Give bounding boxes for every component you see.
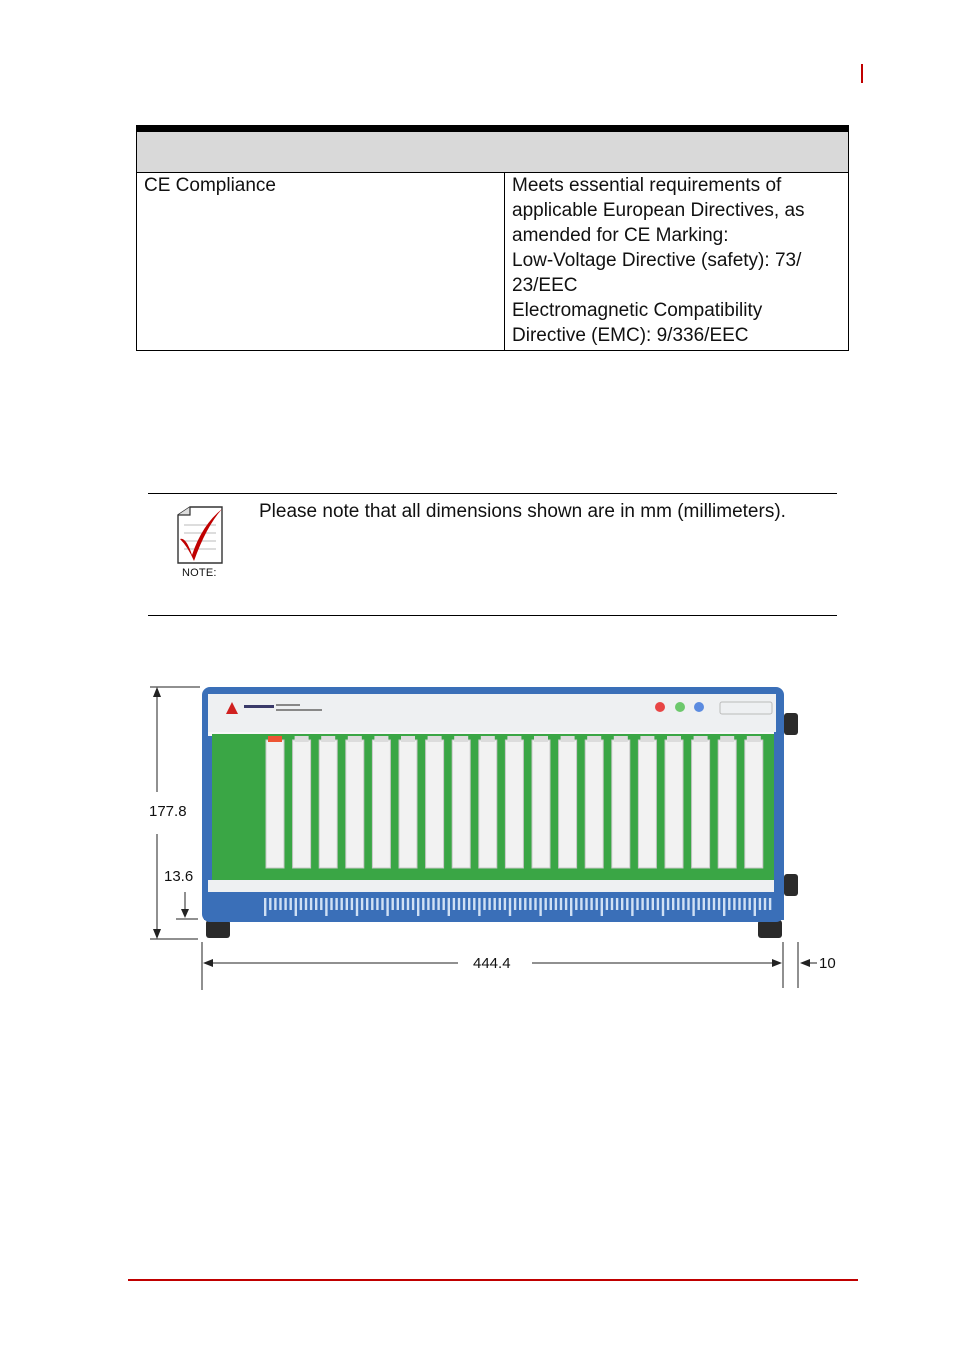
table-column-divider	[504, 172, 505, 350]
table-cell-value	[512, 173, 842, 348]
table-header	[137, 132, 848, 173]
value-line: Meets essential requirements of	[512, 175, 782, 196]
note-label: NOTE:	[182, 567, 217, 579]
dimension-height-label: 177.8	[149, 803, 187, 820]
chassis-figure	[140, 680, 840, 1000]
footer-rule	[128, 1279, 858, 1281]
value-line: amended for CE Marking:	[512, 225, 729, 246]
table-top-bar	[136, 125, 849, 132]
dimension-side-label: 10	[819, 955, 836, 972]
checkmark-note-icon	[170, 503, 230, 567]
value-line: 23/EEC	[512, 275, 578, 296]
value-line: Electromagnetic Compatibility	[512, 300, 763, 321]
dimension-foot-label: 13.6	[164, 868, 194, 885]
note-top-rule	[148, 493, 837, 494]
note-bottom-rule	[148, 615, 837, 616]
table-cell-name: CE Compliance	[144, 175, 276, 196]
value-line: Directive (EMC): 9/336/EEC	[512, 325, 749, 346]
value-line: applicable European Directives, as	[512, 200, 805, 221]
value-line: Low-Voltage Directive (safety): 73/	[512, 250, 802, 271]
page-marker	[861, 64, 863, 83]
spec-table	[136, 125, 849, 351]
dimension-width-label: 444.4	[473, 955, 511, 972]
note-text: Please note that all dimensions shown are in mm (millimeters).	[259, 501, 786, 522]
